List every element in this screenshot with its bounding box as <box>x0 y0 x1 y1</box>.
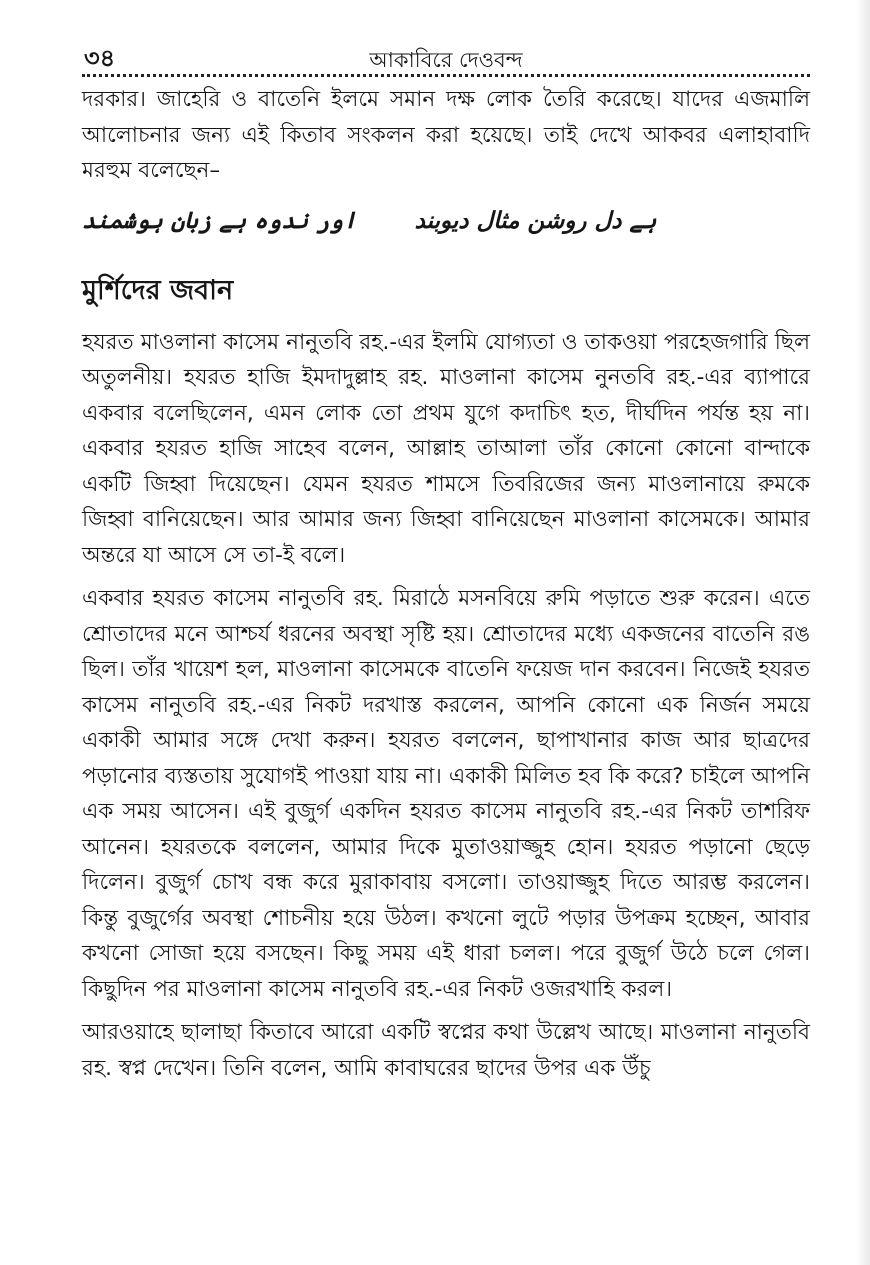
couplet-first-hemistich: ہے دل روشن مثال دیوبند <box>414 206 657 234</box>
running-title: আকাবিরে দেওবন্দ <box>369 48 523 72</box>
page-edge-shadow <box>856 0 870 1265</box>
page-header <box>82 34 810 74</box>
body-paragraph-1: হযরত মাওলানা কাসেম নানুতবি রহ.-এর ইলমি যোগ্যতা ও তাকওয়া পরহেজগারি ছিল অতুলনীয়। হযরত হাজি ইমদাদুল্লাহ রহ. মাওলানা কাসেম নুনতবি রহ.-এর ব্যাপারে একবার বলেছিলেন, এমন লোক তো প্রথম যুগে কদাচিৎ হত, দীর্ঘদিন পর্যন্ত হয় না। একবার হযরত হাজি সাহেব বলেন, আল্লাহ তাআলা তাঁর কোনো কোনো বান্দাকে একটি জিহ্বা দিয়েছেন। যেমন হযরত শামসে তিবরিজের জন্য মাওলানায়ে রুমকে জিহ্বা বানিয়েছেন। আর আমার জন্য জিহ্বা বানিয়েছেন মাওলানা কাসেমকে। আমার অন্তরে যা আসে সে তা-ই বলে। <box>82 329 810 568</box>
body-paragraph-3: আরওয়াহে ছালাছা কিতাবে আরো একটি স্বপ্নের কথা উল্লেখ আছে। মাওলানা নানুতবি রহ. স্বপ্ন দেখেন। তিনি বলেন, আমি কাবাঘরের ছাদের উপর এক উঁচু <box>82 1020 810 1081</box>
intro-paragraph: দরকার। জাহেরি ও বাতেনি ইলমে সমান দক্ষ লোক তৈরি করেছে। যাদের এজমালি আলোচনার জন্য এই কিতাব সংকলন করা হয়েছে। তাই দেখে আকবর এলাহাবাদি মরহুম বলেছেন– <box>82 87 810 183</box>
section-heading: মুর্শিদের জবান <box>82 274 234 306</box>
couplet-second-hemistich: اور ندوہ ہے زبان ہوشمند <box>82 206 357 234</box>
page-number: ৩৪ <box>84 44 116 72</box>
urdu-couplet <box>82 207 810 251</box>
body-paragraph-2: একবার হযরত কাসেম নানুতবি রহ. মিরাঠে মসনবিয়ে রুমি পড়াতে শুরু করেন। এতে শ্রোতাদের মনে আশ্চর্য ধরনের অবস্থা সৃষ্টি হয়। শ্রোতাদের মধ্যে একজনের বাতেনি রঙ ছিল। তাঁর খায়েশ হল, মাওলানা কাসেমকে বাতেনি ফয়েজ দান করবেন। নিজেই হযরত কাসেম নানুতবি রহ.-এর নিকট দরখাস্ত করলেন, আপনি কোনো এক নির্জন সময়ে একাকী আমার সঙ্গে দেখা করুন। হযরত বললেন, ছাপাখানার কাজ আর ছাত্রদের পড়ানোর ব্যস্ততায় সুযোগই পাওয়া যায় না। একাকী মিলিত হব কি করে? চাইলে আপনি এক সময় আসেন। এই বুজুর্গ একদিন হযরত কাসেম নানুতবি রহ.-এর নিকট তাশরিফ আনেন। হযরতকে বললেন, আমার দিকে মুতাওয়াজ্জুহ হোন। হযরত পড়ানো ছেড়ে দিলেন। বুজুর্গ চোখ বন্ধ করে মুরাকাবায় বসলো। তাওয়াজ্জুহ দিতে আরম্ভ করলেন। কিন্তু বুজুর্গের অবস্থা শোচনীয় হয়ে উঠল। কখনো লুটে পড়ার উপক্রম হচ্ছেন, আবার কখনো সোজা হয়ে বসছেন। কিছু সময় এই ধারা চলল। পরে বুজুর্গ উঠে চলে গেল। কিছুদিন পর মাওলানা কাসেম নানুতবি রহ.-এর নিকট ওজরখাহি করল। <box>82 586 810 1002</box>
page-body <box>82 82 810 1086</box>
header-dotted-rule <box>82 74 810 77</box>
